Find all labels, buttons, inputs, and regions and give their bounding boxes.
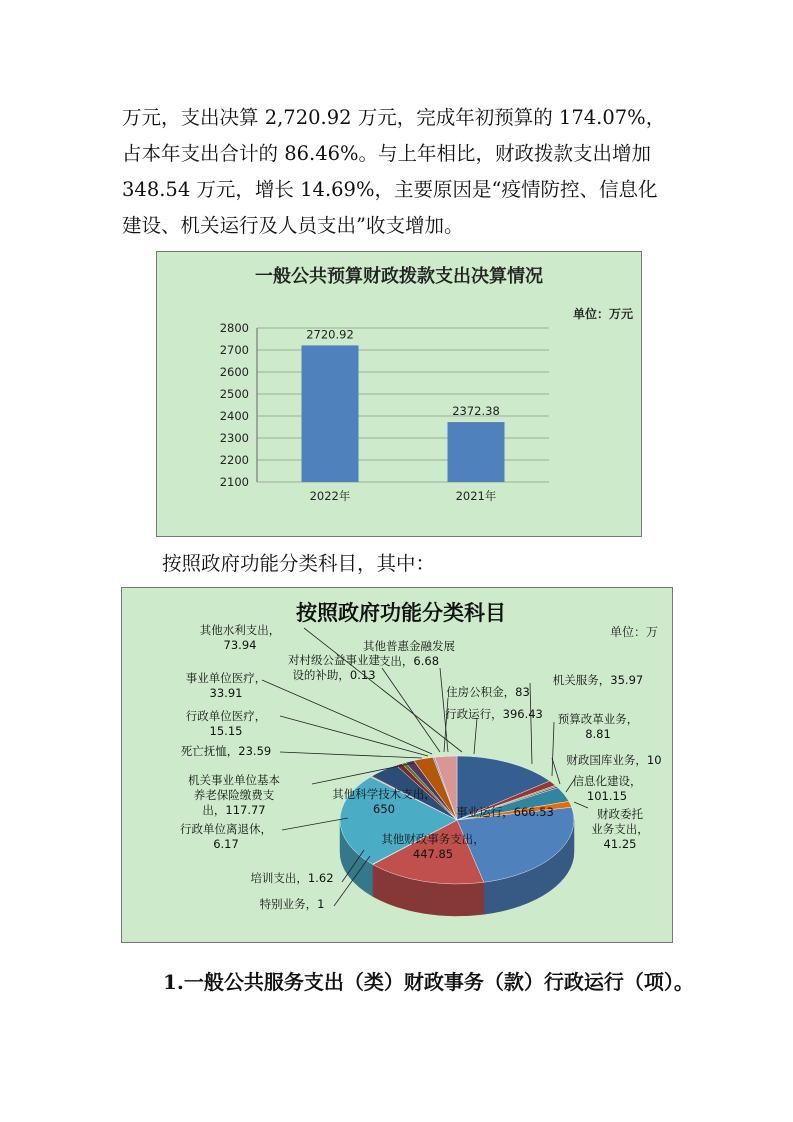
- data-label-line: 8.81: [585, 727, 611, 741]
- paragraph-line: 占本年支出合计的 86.46%。与上年相比，财政拨款支出增加: [122, 142, 652, 165]
- intro-text: 按照政府功能分类科目，其中：: [162, 552, 436, 575]
- data-label: [181, 744, 271, 758]
- body-paragraph: [122, 100, 682, 244]
- leader-line: [280, 716, 428, 756]
- data-label: [200, 623, 281, 652]
- data-label: [250, 871, 333, 885]
- data-label-line: 33.91: [209, 686, 243, 700]
- bar: [448, 422, 505, 482]
- chart-title: 按照政府功能分类科目: [296, 601, 506, 625]
- data-label-line: 支出，6.68: [378, 654, 440, 668]
- data-label: [573, 774, 642, 803]
- data-label: [558, 712, 639, 741]
- bar: [302, 345, 359, 482]
- data-label: 2372.38: [452, 404, 500, 419]
- unit-label: 单位：万元: [572, 307, 633, 321]
- data-label-line: 41.25: [603, 837, 637, 851]
- y-tick-label: 2400: [219, 409, 249, 423]
- data-label-line: 预算改革业务，: [557, 712, 639, 726]
- data-label-line: 447.85: [412, 847, 454, 861]
- pie-chart-container: [121, 587, 673, 943]
- data-label-line: 设的补助，0.13: [292, 668, 376, 682]
- data-label: [591, 807, 649, 851]
- data-label-line: 信息化建设，: [572, 774, 642, 788]
- data-label-line: 特别业务，1: [259, 897, 325, 911]
- data-label: [288, 653, 380, 682]
- paragraph-line: 348.54 万元，增长 14.69%，主要原因是“疫情防控、信息化: [122, 178, 658, 201]
- data-label-line: 6.17: [213, 837, 239, 851]
- data-label-line: 行政单位医疗，: [185, 709, 267, 723]
- data-label: [456, 805, 554, 819]
- data-label-line: 其他财政事务支出，: [381, 832, 485, 846]
- y-tick-label: 2800: [219, 321, 249, 335]
- leader-line: [530, 683, 532, 764]
- pie-chart: [122, 588, 672, 942]
- data-label: [260, 897, 325, 911]
- bar-chart: [157, 252, 641, 536]
- x-tick-label: 2022年: [309, 489, 351, 503]
- section-heading: 1.一般公共服务支出（类）财政事务（款）行政运行（项）。: [163, 970, 694, 994]
- bar-chart-container: [156, 251, 642, 537]
- leader-line: [552, 758, 560, 784]
- paragraph-line: 万元，支出决算 2,720.92 万元，完成年初预算的 174.07%，: [122, 106, 666, 129]
- y-tick-label: 2500: [219, 387, 249, 401]
- data-label: [553, 673, 643, 687]
- leader-line: [262, 680, 432, 754]
- leader-line: [552, 722, 554, 776]
- y-tick-label: 2600: [219, 365, 249, 379]
- data-label-line: 其他水利支出，: [199, 623, 281, 637]
- data-label-line: 15.15: [209, 724, 243, 738]
- data-label-line: 其他科学技术支出，: [332, 787, 436, 801]
- data-label-line: 行政单位离退休，: [180, 822, 272, 836]
- y-tick-label: 2700: [219, 343, 249, 357]
- y-tick-label: 2100: [219, 475, 249, 489]
- paragraph-line: 建设、机关运行及人员支出”收支增加。: [122, 214, 464, 237]
- y-tick-label: 2200: [219, 453, 249, 467]
- data-label-line: 财政委托: [597, 807, 643, 821]
- data-label-line: 对村级公益事业建: [288, 653, 380, 667]
- data-label-line: 出，117.77: [202, 803, 266, 817]
- chart-title: 一般公共预算财政拨款支出决算情况: [255, 266, 543, 287]
- leader-line: [474, 718, 477, 754]
- data-label: [180, 822, 272, 851]
- data-label: [186, 671, 267, 700]
- data-label-line: 培训支出，1.62: [250, 871, 334, 885]
- data-label-line: 业务支出，: [591, 822, 649, 836]
- data-label: [445, 707, 543, 721]
- leader-line: [280, 752, 422, 758]
- data-label: [188, 773, 280, 817]
- data-label-line: 事业运行，666.53: [456, 805, 554, 819]
- data-label-line: 事业单位医疗，: [185, 671, 267, 685]
- data-label-line: 死亡抚恤，23.59: [180, 744, 272, 758]
- leader-line: [282, 818, 348, 830]
- data-label-line: 行政运行，396.43: [445, 707, 543, 721]
- data-label-line: 其他普惠金融发展: [363, 639, 455, 653]
- leader-line: [382, 668, 440, 752]
- data-label-line: 养老保险缴费支: [193, 788, 275, 802]
- data-label-line: 73.94: [223, 638, 257, 652]
- data-label-line: 财政国库业务，10: [566, 753, 662, 767]
- data-label-line: 机关服务，35.97: [552, 673, 644, 687]
- y-tick-label: 2300: [219, 431, 249, 445]
- data-label: [446, 685, 530, 699]
- data-label-line: 机关事业单位基本: [188, 773, 280, 787]
- data-label-line: 101.15: [586, 789, 628, 803]
- x-tick-label: 2021年: [455, 489, 497, 503]
- data-label: [566, 753, 661, 767]
- unit-label: 单位：万: [609, 625, 658, 639]
- data-label-line: 住房公积金，83: [446, 685, 530, 699]
- data-label: 2720.92: [306, 327, 354, 342]
- data-label: [186, 709, 267, 738]
- data-label-line: 650: [373, 802, 395, 816]
